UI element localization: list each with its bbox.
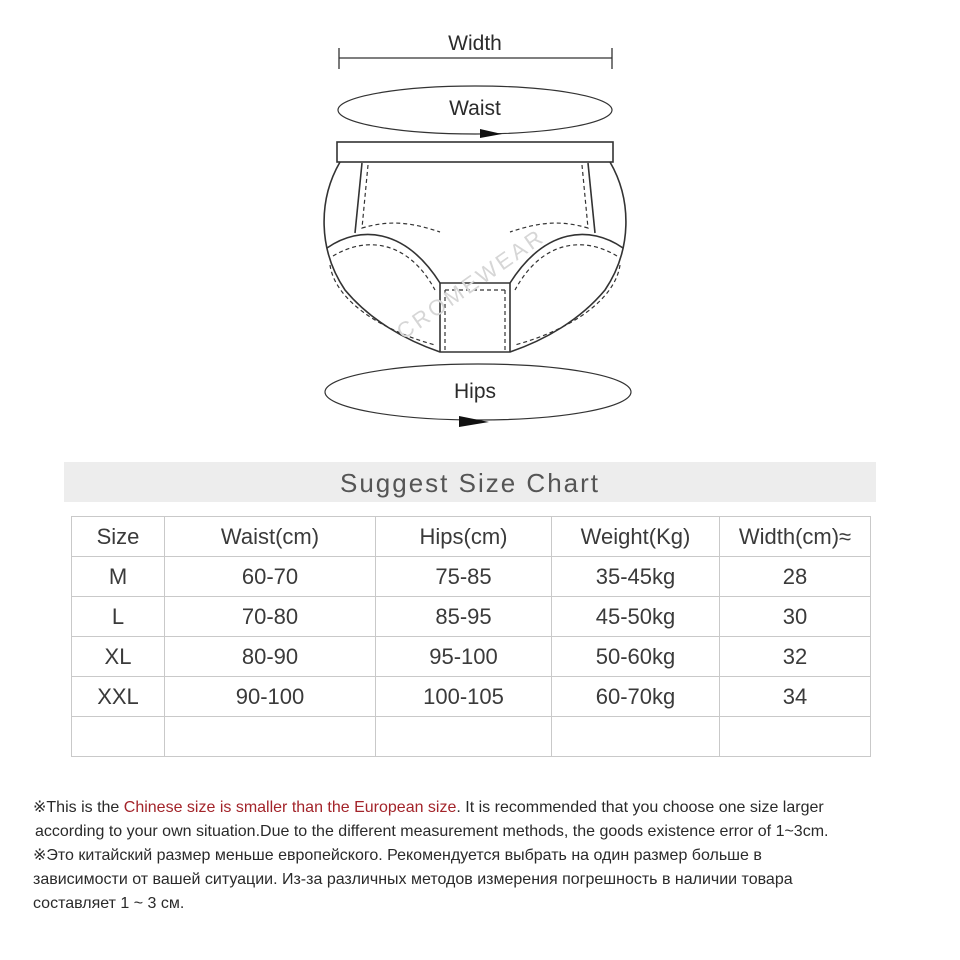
cell-waist: 70-80 xyxy=(165,597,376,637)
cell-width: 32 xyxy=(720,637,871,677)
measurement-diagram xyxy=(0,0,960,445)
cell-waist: 60-70 xyxy=(165,557,376,597)
cell-width: 34 xyxy=(720,677,871,717)
size-chart-table xyxy=(71,516,871,757)
header-size: Size xyxy=(72,517,165,557)
cell-weight: 50-60kg xyxy=(552,637,720,677)
briefs-stitching xyxy=(330,165,620,350)
table-row xyxy=(72,557,871,597)
header-waist: Waist(cm) xyxy=(165,517,376,557)
cell-weight: 60-70kg xyxy=(552,677,720,717)
note-russian-line1: ※Это китайский размер меньше европейского. Рекомендуется выбрать на один размер больше в xyxy=(33,847,762,864)
note-russian-line2: зависимости от вашей ситуации. Из-за различных методов измерения погрешность в наличии товара xyxy=(33,871,793,888)
note-russian-line3: составляет 1 ~ 3 см. xyxy=(33,895,185,912)
note-en-suffix: . It is recommended that you choose one size larger xyxy=(456,799,824,816)
briefs-illustration xyxy=(0,0,960,445)
watermark-text: CROMEWEAR xyxy=(391,223,550,345)
table-row xyxy=(72,597,871,637)
cell-weight xyxy=(552,717,720,757)
cell-size: L xyxy=(72,597,165,637)
note-english-line1 xyxy=(33,796,953,820)
cell-weight: 45-50kg xyxy=(552,597,720,637)
size-notes xyxy=(33,796,953,916)
table-header-row xyxy=(72,517,871,557)
cell-size: XXL xyxy=(72,677,165,717)
cell-hips: 95-100 xyxy=(376,637,552,677)
cell-size xyxy=(72,717,165,757)
header-hips: Hips(cm) xyxy=(376,517,552,557)
cell-width: 30 xyxy=(720,597,871,637)
header-weight: Weight(Kg) xyxy=(552,517,720,557)
cell-waist: 80-90 xyxy=(165,637,376,677)
waist-label: Waist xyxy=(449,97,501,120)
size-chart-title: Suggest Size Chart xyxy=(64,462,876,502)
table-row xyxy=(72,677,871,717)
note-en-prefix: ※This is the xyxy=(33,799,124,816)
cell-width xyxy=(720,717,871,757)
cell-weight: 35-45kg xyxy=(552,557,720,597)
cell-hips xyxy=(376,717,552,757)
width-label: Width xyxy=(448,32,502,55)
table-row-empty xyxy=(72,717,871,757)
note-en-highlight: Chinese size is smaller than the European size xyxy=(123,799,457,816)
cell-size: XL xyxy=(72,637,165,677)
hips-label: Hips xyxy=(453,380,496,403)
cell-hips: 100-105 xyxy=(376,677,552,717)
note-english-line2: according to your own situation.Due to the different measurement methods, the goods existence error of 1~3cm. xyxy=(35,823,829,840)
header-width: Width(cm)≈ xyxy=(720,517,871,557)
cell-waist xyxy=(165,717,376,757)
briefs-outline xyxy=(324,142,626,352)
cell-waist: 90-100 xyxy=(165,677,376,717)
cell-hips: 75-85 xyxy=(376,557,552,597)
cell-hips: 85-95 xyxy=(376,597,552,637)
table-row xyxy=(72,637,871,677)
cell-width: 28 xyxy=(720,557,871,597)
cell-size: M xyxy=(72,557,165,597)
